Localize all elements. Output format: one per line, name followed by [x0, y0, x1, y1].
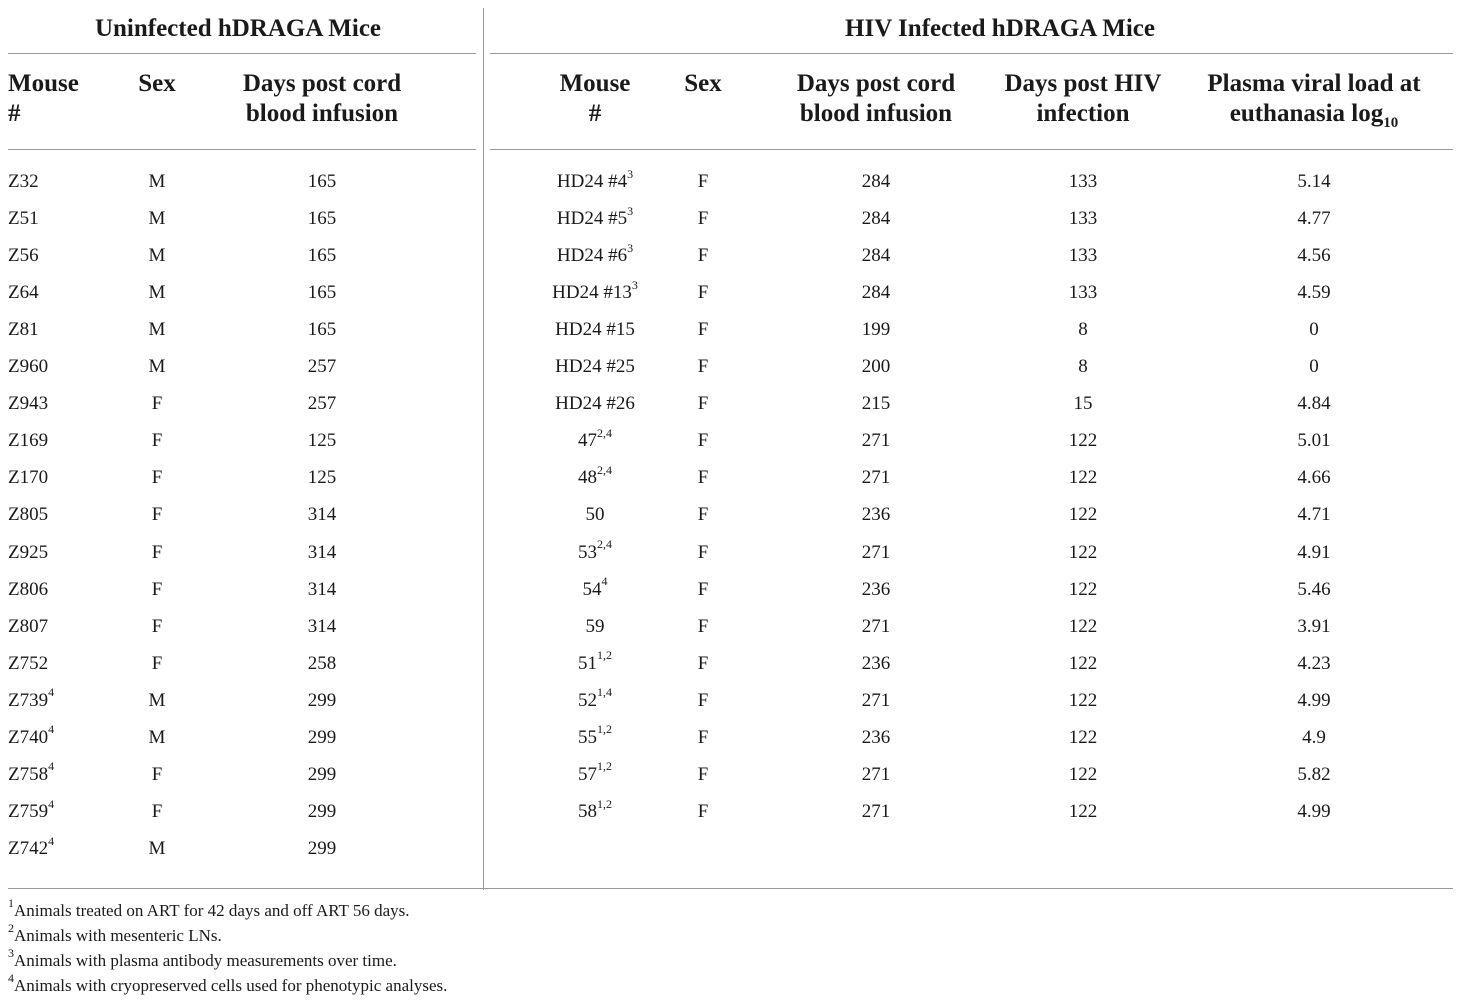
cell-sex: F — [151, 763, 163, 785]
cell-days-cord: 299 — [307, 689, 337, 711]
rule-table-bottom — [8, 888, 1453, 889]
cell-days-cord: 271 — [861, 689, 891, 711]
cell-days-cord: 236 — [861, 652, 891, 674]
table-row — [0, 682, 1460, 719]
cell-days-hiv: 133 — [1068, 282, 1098, 304]
header-right-sex: Sex — [684, 70, 722, 97]
cell-mouse: Z64 — [8, 282, 39, 304]
table-row — [0, 274, 1460, 311]
table-row — [0, 719, 1460, 756]
cell-mouse: 48$^{2,4}$ — [578, 463, 612, 489]
cell-days-hiv: 122 — [1068, 541, 1098, 563]
cell-viral-load: 4.9 — [1302, 726, 1326, 748]
cell-viral-load: 4.99 — [1297, 800, 1331, 822]
cell-days-hiv: 122 — [1068, 652, 1098, 674]
cell-mouse: $Z739^4$ — [8, 685, 55, 711]
footnote-mark: 3 — [8, 946, 14, 961]
cell-viral-load: 3.91 — [1297, 615, 1331, 637]
cell-mouse: Z170 — [8, 467, 49, 489]
header-right-days-cord — [776, 69, 976, 129]
cell-days-hiv: 122 — [1068, 763, 1098, 785]
header-left-days-cord — [222, 69, 422, 129]
rule-under-right-header — [490, 149, 1453, 150]
cell-sex: M — [148, 837, 166, 859]
cell-mouse: 52$^{1,4}$ — [578, 685, 612, 711]
header-line: Plasma viral load at — [1207, 70, 1421, 97]
cell-mouse: 53$^{2,4}$ — [578, 537, 612, 563]
cell-sex: F — [697, 726, 709, 748]
cell-mouse: Z81 — [8, 319, 39, 341]
cell-mouse: $Z758^4$ — [8, 759, 55, 785]
cell-sex: F — [697, 245, 709, 267]
footnote-3 — [8, 946, 397, 972]
table-row — [0, 348, 1460, 385]
table-row — [0, 571, 1460, 608]
cell-sex: F — [697, 282, 709, 304]
cell-viral-load: 5.01 — [1297, 430, 1331, 452]
cell-mouse: HD24 #15 — [555, 319, 635, 341]
cell-mouse: $54^4$ — [582, 574, 608, 600]
header-line: infection — [1036, 100, 1130, 127]
cell-sex: M — [148, 282, 166, 304]
cell-days-hiv: 133 — [1068, 171, 1098, 192]
table-row — [0, 200, 1460, 237]
cell-days-cord: 165 — [307, 171, 337, 192]
cell-mouse: 55$^{1,2}$ — [578, 722, 612, 748]
cell-days-cord: 314 — [307, 578, 337, 600]
cell-days-cord: 284 — [861, 282, 891, 304]
footnote-4 — [8, 971, 448, 997]
cell-viral-load: 4.84 — [1297, 393, 1331, 415]
cell-days-cord: 299 — [307, 726, 337, 748]
header-right-viral-load — [1190, 69, 1438, 129]
cell-mouse: Z752 — [8, 652, 49, 674]
cell-mouse: 47$^{2,4}$ — [578, 426, 612, 452]
cell-days-cord: 271 — [861, 763, 891, 785]
cell-viral-load: 5.14 — [1297, 171, 1331, 192]
header-line: Mouse — [559, 70, 631, 97]
cell-days-cord: 314 — [307, 541, 337, 563]
table-row — [0, 496, 1460, 533]
cell-mouse: HD24 #26 — [555, 393, 635, 415]
footnote-mark: 4 — [8, 971, 14, 986]
cell-viral-load: 5.46 — [1297, 578, 1331, 600]
footnote-marker: 1,2 — [597, 759, 612, 774]
footnote-mark: 2 — [8, 921, 14, 936]
cell-days-hiv: 122 — [1068, 689, 1098, 711]
header-right-days-hiv — [983, 69, 1183, 129]
cell-viral-load: 4.91 — [1297, 541, 1331, 563]
cell-days-cord: 125 — [307, 430, 337, 452]
cell-sex: F — [697, 467, 709, 489]
cell-days-cord: 314 — [307, 504, 337, 526]
cell-mouse: $Z740^4$ — [8, 722, 55, 748]
cell-sex: F — [697, 763, 709, 785]
cell-sex: M — [148, 319, 166, 341]
cell-mouse: Z51 — [8, 208, 39, 230]
footnote-text: Animals with mesenteric LNs. — [14, 926, 222, 945]
footnote-marker: 4 — [48, 685, 55, 700]
cell-sex: M — [148, 208, 166, 230]
table-row — [0, 459, 1460, 496]
header-right-mouse — [535, 69, 655, 129]
cell-days-hiv: 122 — [1068, 430, 1098, 452]
cell-viral-load: 4.77 — [1297, 208, 1331, 230]
cell-mouse: Z56 — [8, 245, 39, 267]
cell-days-cord: 314 — [307, 615, 337, 637]
footnote-marker: 3 — [627, 166, 634, 181]
footnote-marker: 3 — [631, 277, 638, 292]
table-row — [0, 534, 1460, 571]
header-line: Days post HIV — [1004, 70, 1162, 97]
footnote-1 — [8, 896, 410, 922]
header-line: # — [8, 100, 21, 127]
header-line: Mouse — [8, 70, 79, 97]
cell-viral-load: 0 — [1309, 356, 1319, 378]
cell-sex: F — [697, 615, 709, 637]
cell-sex: M — [148, 171, 166, 192]
cell-days-hiv: 122 — [1068, 800, 1098, 822]
cell-days-cord: 271 — [861, 430, 891, 452]
cell-sex: F — [151, 541, 163, 563]
cell-mouse: 58$^{1,2}$ — [578, 796, 612, 822]
cell-mouse: HD24 #25 — [555, 356, 635, 378]
footnote-marker: 3 — [627, 203, 634, 218]
footnote-marker: 2,4 — [597, 426, 612, 441]
cell-mouse: HD24 $\#13^3$ — [552, 277, 638, 304]
cell-viral-load: 4.66 — [1297, 467, 1331, 489]
header-line: # — [588, 100, 602, 127]
cell-sex: F — [697, 541, 709, 563]
cell-sex: F — [697, 652, 709, 674]
cell-days-hiv: 133 — [1068, 208, 1098, 230]
cell-days-cord: 165 — [307, 319, 337, 341]
footnote-marker: 1,2 — [597, 722, 612, 737]
footnote-marker: 3 — [627, 240, 634, 255]
header-line: Days post cord — [242, 70, 402, 97]
cell-days-hiv: 15 — [1073, 393, 1093, 415]
cell-sex: M — [148, 689, 166, 711]
cell-sex: F — [697, 578, 709, 600]
cell-sex: F — [697, 356, 709, 378]
cell-days-cord: 284 — [861, 208, 891, 230]
cell-mouse: Z943 — [8, 393, 49, 415]
footnote-marker: 1,2 — [597, 648, 612, 663]
rule-under-left-header — [8, 149, 476, 150]
cell-sex: F — [697, 171, 709, 192]
cell-viral-load: 4.23 — [1297, 652, 1331, 674]
header-subscript: 10 — [1383, 115, 1399, 131]
table-row — [0, 163, 1460, 200]
cell-days-hiv: 8 — [1078, 319, 1088, 341]
cell-days-cord: 284 — [861, 245, 891, 267]
cell-viral-load: 4.71 — [1297, 504, 1331, 526]
cell-mouse: 59 — [585, 615, 605, 637]
cell-days-cord: 299 — [307, 763, 337, 785]
table-row — [0, 385, 1460, 422]
footnote-marker: 4 — [48, 722, 55, 737]
cell-viral-load: 4.99 — [1297, 689, 1331, 711]
table-row — [0, 830, 480, 867]
cell-days-cord: 271 — [861, 615, 891, 637]
cell-days-cord: 165 — [307, 245, 337, 267]
cell-sex: F — [697, 393, 709, 415]
cell-days-cord: 200 — [861, 356, 891, 378]
footnote-marker: 1,4 — [597, 685, 612, 700]
cell-mouse: 57$^{1,2}$ — [578, 759, 612, 785]
cell-sex: F — [697, 430, 709, 452]
cell-days-cord: 236 — [861, 504, 891, 526]
cell-sex: M — [148, 356, 166, 378]
cell-days-hiv: 122 — [1068, 504, 1098, 526]
cell-mouse: Z806 — [8, 578, 49, 600]
cell-sex: F — [151, 430, 163, 452]
cell-sex: F — [151, 393, 163, 415]
header-line: Days post cord — [796, 70, 956, 97]
footnote-marker: 4 — [48, 759, 55, 774]
cell-sex: F — [151, 578, 163, 600]
cell-mouse: 51$^{1,2}$ — [578, 648, 612, 674]
cell-sex: M — [148, 245, 166, 267]
cell-sex: F — [151, 800, 163, 822]
cell-days-hiv: 122 — [1068, 467, 1098, 489]
cell-viral-load: 5.82 — [1297, 763, 1331, 785]
cell-viral-load: 4.56 — [1297, 245, 1331, 267]
cell-days-cord: 271 — [861, 467, 891, 489]
cell-days-cord: 257 — [307, 356, 337, 378]
cell-viral-load: 0 — [1309, 319, 1319, 341]
cell-days-cord: 271 — [861, 541, 891, 563]
footnote-marker: 1,2 — [597, 796, 612, 811]
cell-mouse: HD24 $\#4^3$ — [556, 166, 634, 192]
footnote-marker: 4 — [601, 574, 608, 589]
cell-mouse: 50 — [585, 504, 605, 526]
cell-days-cord: 258 — [307, 652, 337, 674]
cell-sex: F — [151, 504, 163, 526]
footnote-marker: 2,4 — [597, 463, 612, 478]
cell-days-hiv: 122 — [1068, 726, 1098, 748]
cell-viral-load: 4.59 — [1297, 282, 1331, 304]
cell-days-cord: 299 — [307, 800, 337, 822]
table-row — [0, 645, 1460, 682]
cell-mouse: Z960 — [8, 356, 49, 378]
cell-mouse: Z925 — [8, 541, 49, 563]
cell-days-cord: 257 — [307, 393, 337, 415]
cell-sex: F — [151, 467, 163, 489]
footnote-marker: 4 — [48, 833, 55, 848]
cell-mouse: Z32 — [8, 171, 39, 192]
cell-mouse: HD24 $\#6^3$ — [556, 240, 634, 267]
header-line: blood infusion — [245, 100, 399, 127]
cell-days-hiv: 122 — [1068, 578, 1098, 600]
rule-under-right-title — [490, 53, 1453, 54]
header-left-sex: Sex — [138, 70, 176, 97]
footnote-marker: 4 — [48, 796, 55, 811]
table-row — [0, 422, 1460, 459]
cell-mouse: Z805 — [8, 504, 49, 526]
cell-days-cord: 236 — [861, 578, 891, 600]
cell-days-cord: 271 — [861, 800, 891, 822]
left-group-title: Uninfected hDRAGA Mice — [94, 15, 382, 42]
cell-days-hiv: 133 — [1068, 245, 1098, 267]
cell-mouse: HD24 $\#5^3$ — [556, 203, 634, 230]
cell-sex: F — [151, 652, 163, 674]
table-row — [0, 311, 1460, 348]
cell-sex: F — [697, 689, 709, 711]
table-row — [0, 756, 1460, 793]
table-row — [0, 793, 1460, 830]
cell-days-cord: 284 — [861, 171, 891, 192]
cell-sex: F — [697, 504, 709, 526]
cell-sex: M — [148, 726, 166, 748]
footnote-text: Animals with cryopreserved cells used for phenotypic analyses. — [14, 976, 448, 995]
cell-sex: F — [697, 208, 709, 230]
cell-mouse: Z169 — [8, 430, 49, 452]
cell-days-cord: 199 — [861, 319, 891, 341]
table-row — [0, 608, 1460, 645]
cell-mouse: $Z759^4$ — [8, 796, 55, 822]
footnote-marker: 2,4 — [597, 537, 612, 552]
cell-days-cord: 125 — [307, 467, 337, 489]
cell-sex: F — [151, 615, 163, 637]
header-line: euthanasia $\log_{10}$ — [1229, 100, 1399, 131]
rule-under-left-title — [8, 53, 476, 54]
footnote-mark: 1 — [8, 896, 14, 911]
footnote-2 — [8, 921, 222, 947]
header-line: blood infusion — [799, 100, 953, 127]
header-left-mouse — [8, 69, 118, 129]
cell-sex: F — [697, 319, 709, 341]
footnote-text: Animals with plasma antibody measurements over time. — [14, 951, 397, 970]
cell-days-cord: 165 — [307, 282, 337, 304]
cell-mouse: $Z742^4$ — [8, 833, 55, 859]
cell-days-cord: 299 — [307, 837, 337, 859]
cell-days-cord: 236 — [861, 726, 891, 748]
cell-days-hiv: 122 — [1068, 615, 1098, 637]
cell-days-hiv: 8 — [1078, 356, 1088, 378]
cell-days-cord: 215 — [861, 393, 891, 415]
cell-mouse: Z807 — [8, 615, 49, 637]
cell-sex: F — [697, 800, 709, 822]
cell-days-cord: 165 — [307, 208, 337, 230]
table-row — [0, 237, 1460, 274]
right-group-title: HIV Infected hDRAGA Mice — [845, 15, 1155, 42]
footnote-text: Animals treated on ART for 42 days and off ART 56 days. — [14, 901, 410, 920]
